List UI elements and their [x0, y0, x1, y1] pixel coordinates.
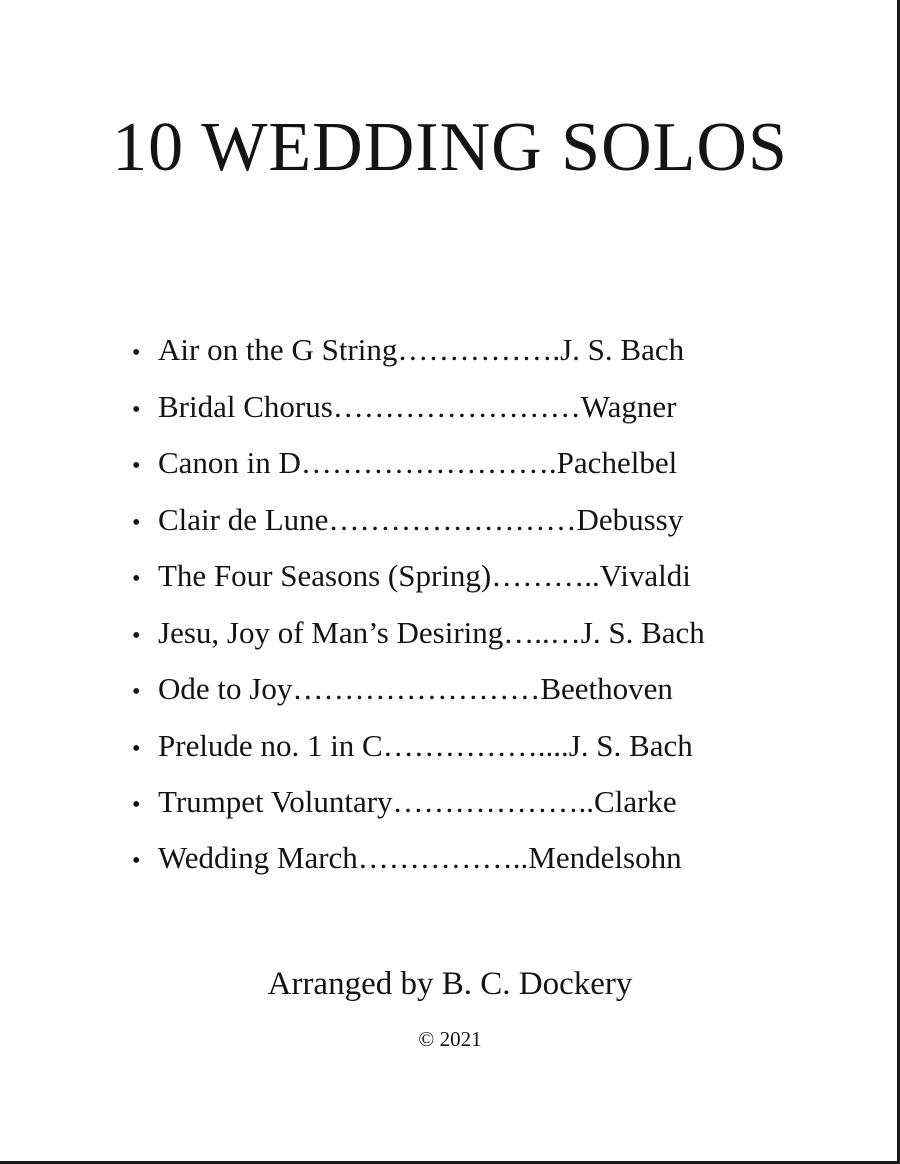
list-item — [132, 330, 684, 370]
list-item — [132, 726, 693, 766]
piece-entry: Prelude no. 1 in C……………....J. S. Bach — [158, 728, 693, 763]
piece-entry: Ode to Joy……………………Beethoven — [158, 671, 673, 706]
list-item — [132, 613, 705, 653]
piece-entry: Bridal Chorus……………………Wagner — [158, 389, 677, 424]
list-item — [132, 500, 683, 540]
bullet-icon: • — [132, 848, 141, 874]
bullet-icon: • — [132, 340, 141, 366]
bullet-icon: • — [132, 453, 141, 479]
arranger-credit: Arranged by B. C. Dockery — [267, 966, 633, 1002]
list-item — [132, 669, 673, 709]
bullet-icon: • — [132, 510, 141, 536]
list-item — [132, 838, 682, 878]
piece-entry: Air on the G String…………….J. S. Bach — [158, 332, 685, 367]
bullet-icon: • — [132, 736, 141, 762]
piece-entry: Clair de Lune……………………Debussy — [158, 502, 684, 537]
piece-entry: Canon in D…………………….Pachelbel — [158, 445, 678, 480]
bullet-icon: • — [132, 679, 141, 705]
list-item — [132, 387, 676, 427]
copyright-notice: © 2021 — [418, 1027, 482, 1051]
page-title: 10 WEDDING SOLOS — [112, 109, 788, 186]
piece-entry: Trumpet Voluntary………………..Clarke — [158, 784, 677, 819]
piece-entry: Wedding March……………..Mendelsohn — [158, 840, 682, 875]
bullet-icon: • — [132, 792, 141, 818]
list-item — [132, 443, 677, 483]
bullet-icon: • — [132, 623, 141, 649]
bullet-icon: • — [132, 566, 141, 592]
piece-entry: The Four Seasons (Spring)………..Vivaldi — [158, 558, 691, 593]
list-item — [132, 782, 677, 822]
list-item — [132, 556, 691, 596]
piece-entry: Jesu, Joy of Man’s Desiring…..…J. S. Bach — [158, 615, 705, 650]
bullet-icon: • — [132, 397, 141, 423]
